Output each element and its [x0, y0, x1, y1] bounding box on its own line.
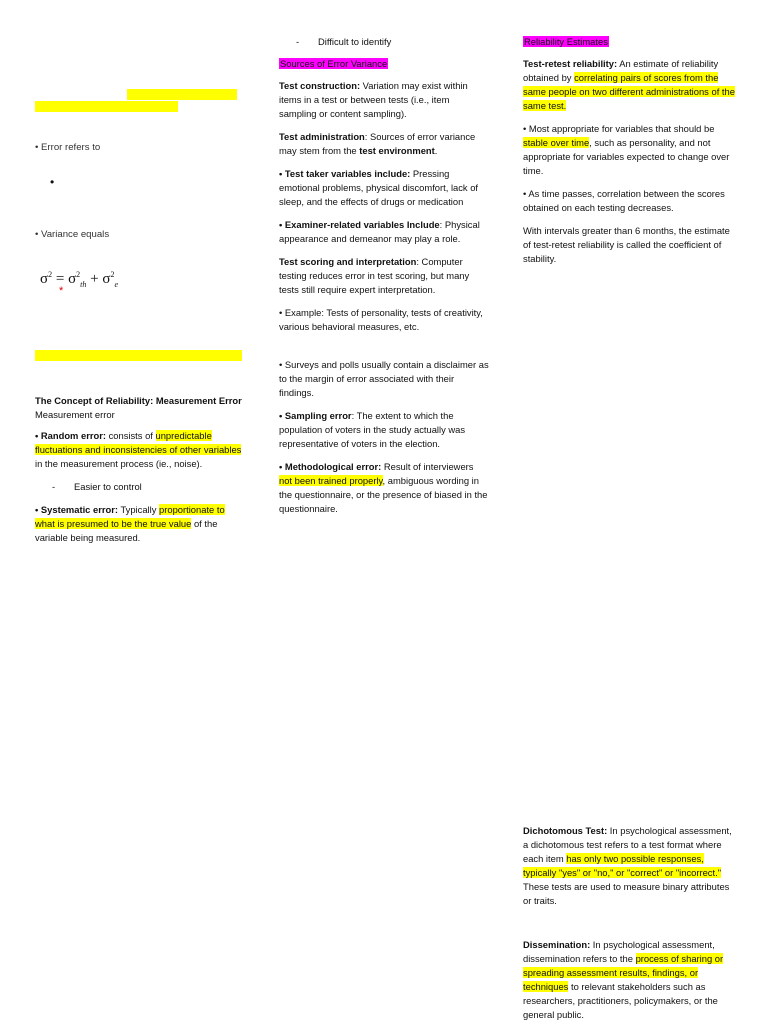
- redacted-highlight-1: [127, 89, 237, 100]
- variance-formula: $\sigma^2 = \sigma^2_{th} + \sigma^2_e$: [40, 270, 119, 289]
- methodological-error-paragraph: • Methodological error: Result of interviewers not been trained properly, ambiguous wording in the questionnaire, or the presence of biased in the questionnaire.: [279, 461, 488, 514]
- column-1-body: [35, 394, 245, 554]
- redacted-highlight-2: [35, 101, 178, 112]
- random-error-paragraph: • Random error: consists of unpredictable fluctuations and inconsistencies of other variables in the measurement process (ie., noise).: [35, 430, 242, 469]
- easier-to-control-item: - Easier to control: [52, 481, 142, 492]
- surveys-paragraph: • Surveys and polls usually contain a disclaimer as to the margin of error associated with their findings.: [279, 359, 489, 398]
- column-2-bottom: [279, 358, 489, 525]
- reliability-heading: Reliability Estimates: [524, 36, 608, 47]
- systematic-error-paragraph: • Systematic error: Typically proportionate to what is presumed to be the true value of the variable being measured.: [35, 504, 225, 543]
- concept-heading: The Concept of Reliability: Measurement Error: [35, 395, 242, 406]
- examiner-paragraph: • Examiner-related variables Include: Physical appearance and demeanor may play a role.: [279, 219, 480, 244]
- most-appropriate-paragraph: • Most appropriate for variables that should be stable over time, such as personality, and not appropriate for variables expected to change over time.: [523, 123, 730, 176]
- formula-asterisk: *: [59, 285, 64, 297]
- variance-equals-line: • Variance equals: [35, 229, 110, 240]
- test-scoring-paragraph: Test scoring and interpretation: Computer testing reduces error in test scoring, but many tests still require expert interpretation.: [279, 256, 470, 295]
- difficult-to-identify-item: - Difficult to identify: [296, 36, 392, 47]
- bullet-point: •: [50, 175, 55, 189]
- column-3-top: [523, 35, 735, 275]
- test-construction-paragraph: Test construction: Variation may exist within items in a test or between tests (i.e., item sampling or content sampling).: [279, 80, 468, 119]
- error-refers-line: • Error refers to: [35, 142, 101, 153]
- test-administration-paragraph: Test administration: Sources of error variance may stem from the test environment.: [279, 131, 476, 156]
- sampling-error-paragraph: • Sampling error: The extent to which the population of voters in the study actually was representative of voters in the election.: [279, 410, 466, 449]
- test-retest-paragraph: Test-retest reliability: An estimate of reliability obtained by correlating pairs of scores from the same people on two different administrations of the same test.: [523, 58, 735, 111]
- sources-heading: Sources of Error Variance: [280, 58, 388, 69]
- dichotomous-paragraph: Dichotomous Test: In psychological assessment, a dichotomous test refers to a test format where each item has only two possible responses, typically "yes" or "no," or "correct" or "incorrect." These tests are used to measure binary attributes or traits.: [523, 825, 732, 906]
- test-taker-paragraph: • Test taker variables include: Pressing emotional problems, physical discomfort, lack of sleep, and the effects of drugs or medication: [279, 168, 479, 207]
- measurement-error-text: Measurement error: [35, 409, 115, 420]
- dissemination-paragraph: Dissemination: In psychological assessment, dissemination refers to the process of sharing or spreading assessment results, findings, or techniques to relevant stakeholders such as researchers, practitioners, policymakers, or the general public.: [523, 939, 724, 1020]
- redacted-highlight-3: [35, 350, 242, 361]
- time-passes-paragraph: • As time passes, correlation between the scores obtained on each testing decreases.: [523, 188, 725, 213]
- example-paragraph: • Example: Tests of personality, tests of creativity, various behavioral measures, etc.: [279, 307, 483, 332]
- intervals-paragraph: With intervals greater than 6 months, the estimate of test-retest reliability is called the coefficient of stability.: [523, 225, 730, 264]
- column-2-top: [279, 35, 489, 343]
